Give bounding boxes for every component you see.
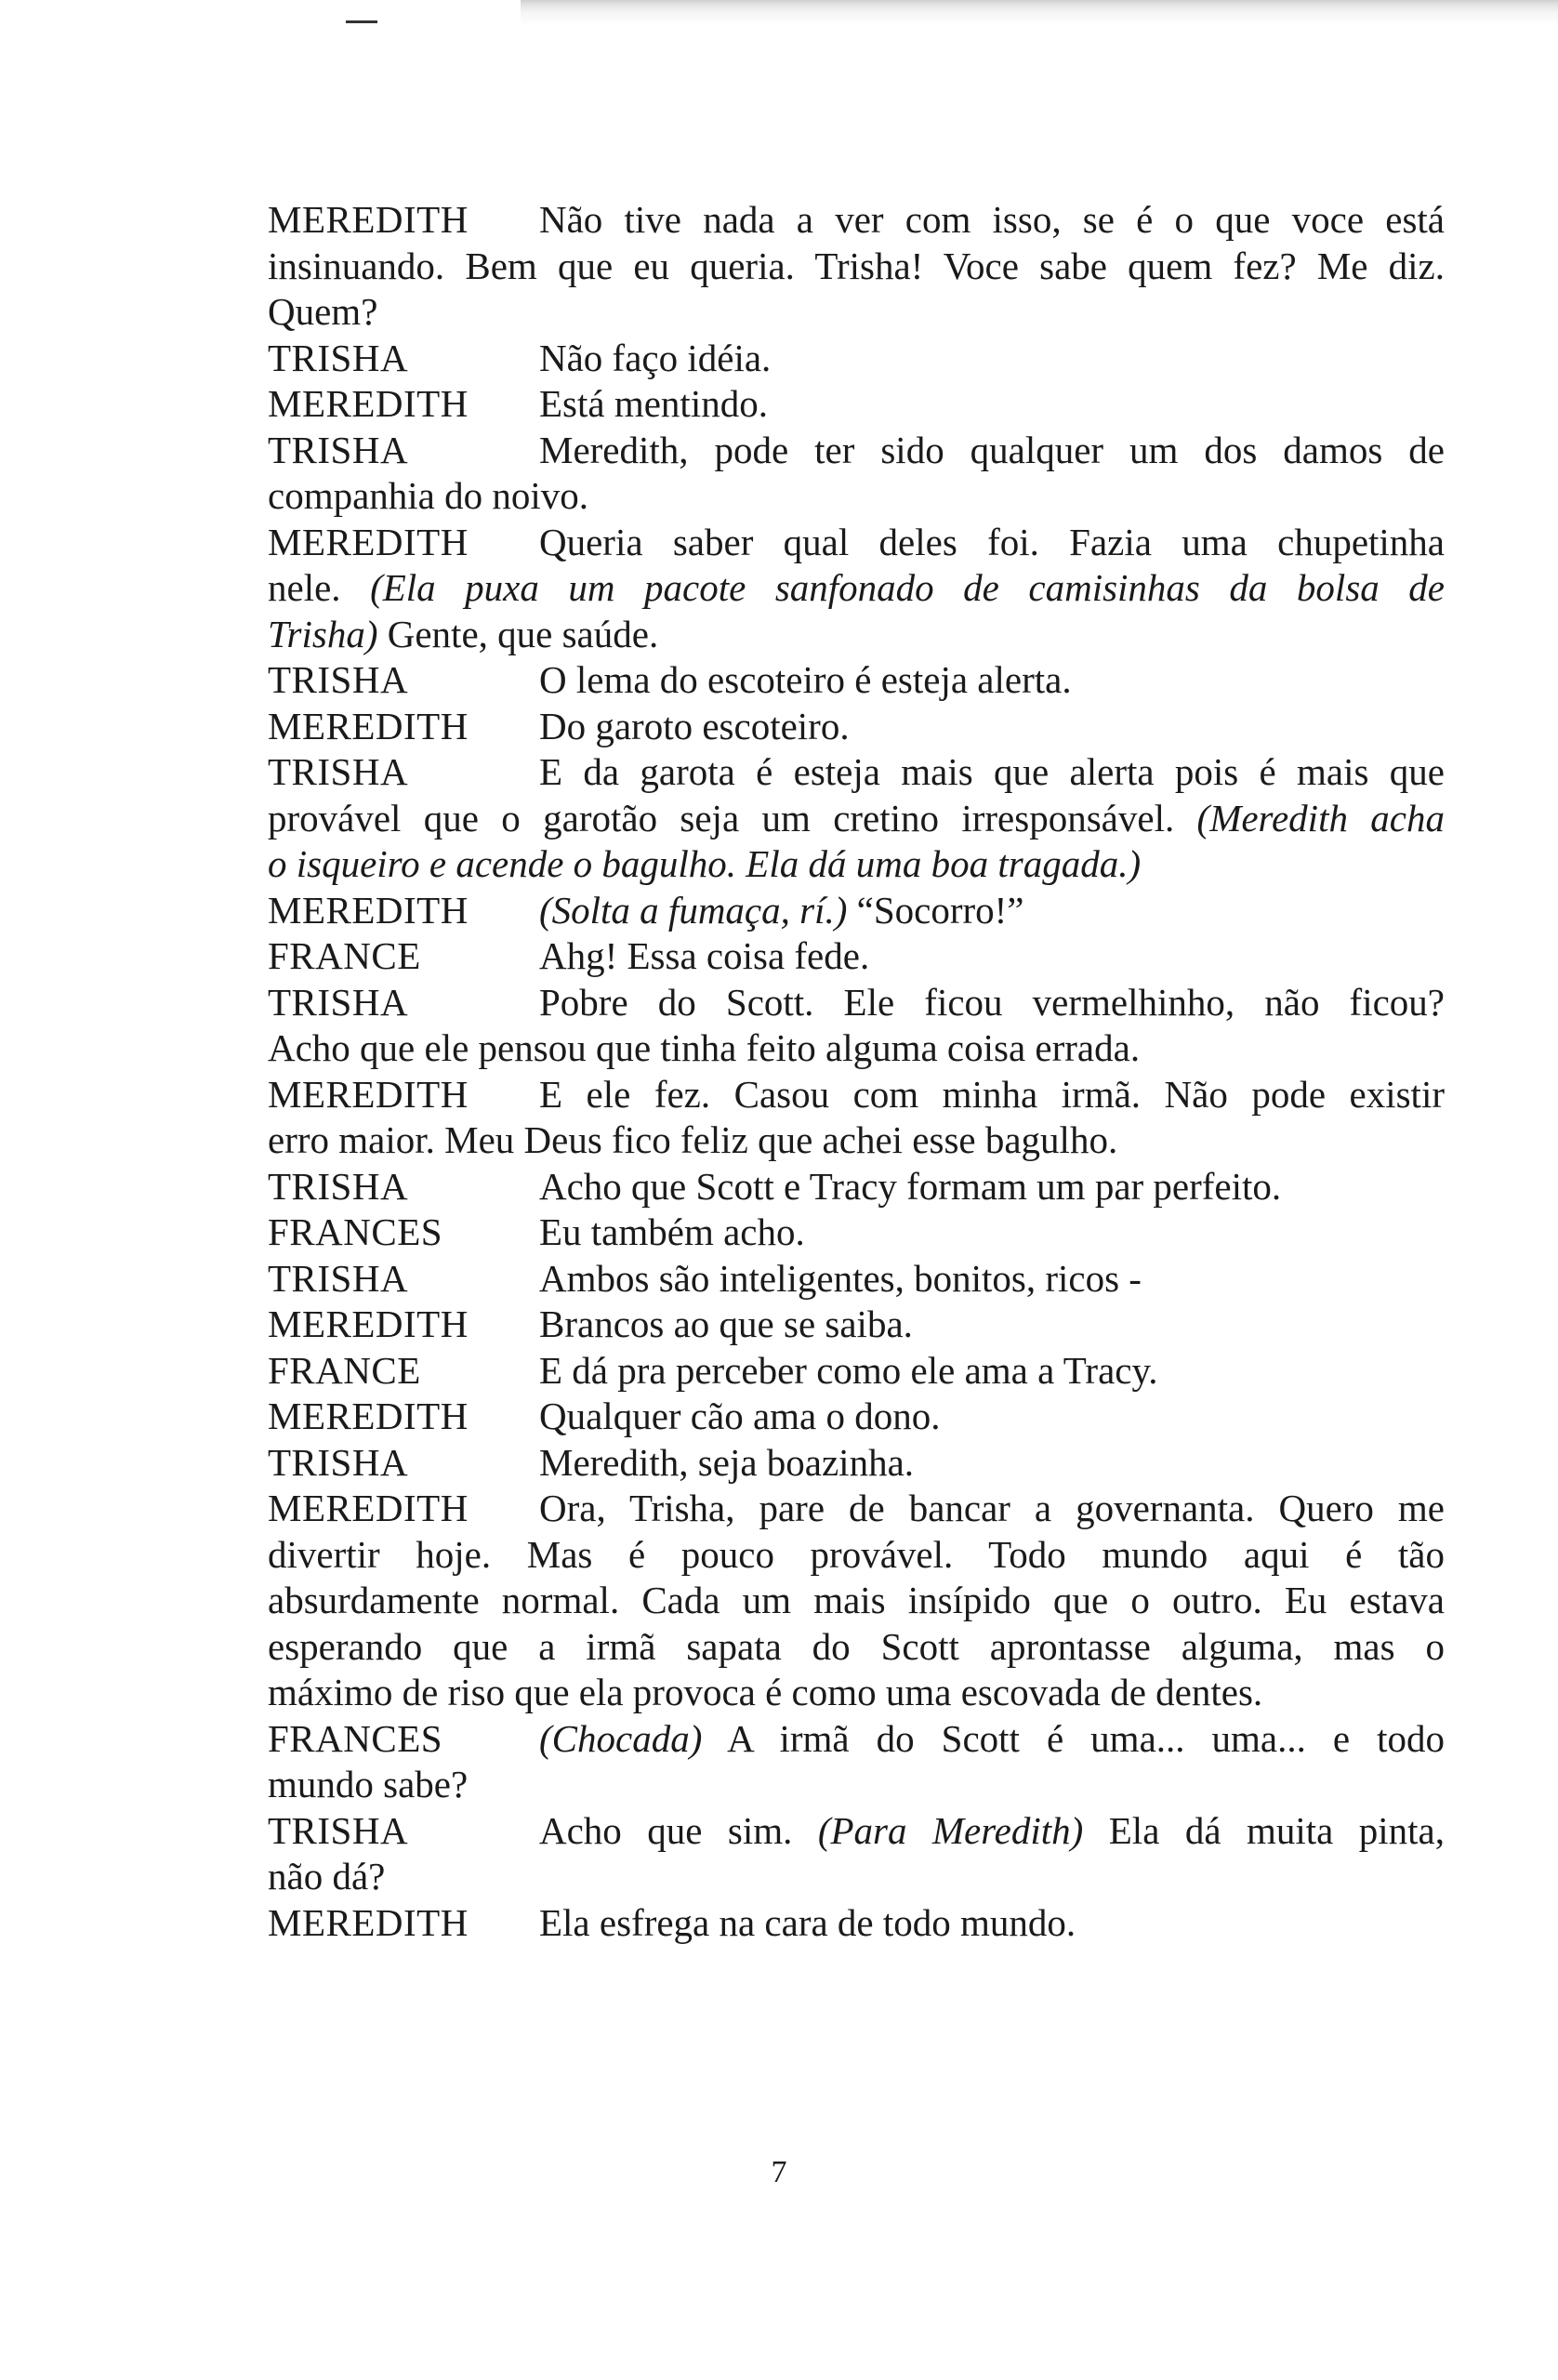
speech-text: Meredith, pode ter sido qualquer um dos damos de xyxy=(539,428,1445,471)
speech-text: Eu também acho. xyxy=(539,1210,805,1253)
dialogue-line xyxy=(268,1072,1445,1118)
dialogue-line xyxy=(268,381,1445,428)
dialogue-continuation xyxy=(268,1762,1445,1808)
speech-text: Ela esfrega na cara de todo mundo. xyxy=(539,1900,1076,1944)
speech-text: absurdamente normal. Cada um mais insípido que o outro. Eu estava xyxy=(268,1579,1445,1621)
speaker-name: MEREDITH xyxy=(268,198,469,241)
dialogue-line xyxy=(268,1256,1445,1302)
speaker-name: MEREDITH xyxy=(268,888,469,932)
dialogue-line xyxy=(268,888,1445,934)
speech-text: erro maior. Meu Deus fico feliz que achei esse bagulho. xyxy=(268,1118,1118,1161)
dialogue-continuation xyxy=(268,1532,1445,1579)
speech-text: Pobre do Scott. Ele ficou vermelhinho, não ficou? xyxy=(539,980,1445,1024)
dialogue-continuation xyxy=(268,1117,1445,1164)
speaker-name: MEREDITH xyxy=(268,1302,469,1345)
speech-text: Brancos ao que se saiba. xyxy=(539,1302,913,1345)
dialogue-line xyxy=(268,197,1445,244)
speech-text: A irmã do Scott é uma... uma... e todo xyxy=(702,1716,1445,1760)
dialogue-continuation xyxy=(268,1670,1445,1716)
dialogue-line xyxy=(268,1486,1445,1532)
speaker-name: TRISHA xyxy=(268,658,409,701)
stage-direction: (Solta a fumaça, rí.) xyxy=(539,888,848,932)
speech-text: nele. xyxy=(268,566,371,609)
dialogue-line xyxy=(268,657,1445,704)
speaker-name: FRANCE xyxy=(268,1348,421,1392)
speech-text: máximo de riso que ela provoca é como uma escovada de dentes. xyxy=(268,1671,1263,1713)
speech-text: Acho que sim. xyxy=(539,1808,818,1852)
speech-text: Não faço idéia. xyxy=(539,336,772,379)
speech-text: Queria saber qual deles foi. Fazia uma chupetinha xyxy=(539,520,1445,563)
speech-text: companhia do noivo. xyxy=(268,474,589,517)
dialogue-line xyxy=(268,704,1445,750)
dialogue-line xyxy=(268,428,1445,474)
speech-text: Está mentindo. xyxy=(539,382,768,425)
speaker-name: FRANCE xyxy=(268,934,421,977)
speech-text: mundo sabe? xyxy=(268,1763,469,1805)
speech-text: E da garota é esteja mais que alerta pois é mais que xyxy=(539,750,1445,793)
speaker-name: TRISHA xyxy=(268,980,409,1024)
scan-mark xyxy=(346,20,377,23)
speaker-name: MEREDITH xyxy=(268,520,469,563)
speaker-name: MEREDITH xyxy=(268,704,469,747)
dialogue-line xyxy=(268,1808,1445,1855)
speech-text: “Socorro!” xyxy=(847,888,1024,932)
dialogue-continuation xyxy=(268,1624,1445,1671)
speech-text: Quem? xyxy=(268,290,378,333)
speaker-name: MEREDITH xyxy=(268,1395,469,1437)
dialogue-continuation xyxy=(268,841,1445,888)
dialogue-line xyxy=(268,1440,1445,1487)
stage-direction: (Meredith acha xyxy=(1196,796,1445,840)
dialogue-line xyxy=(268,980,1445,1026)
speech-text: divertir hoje. Mas é pouco provável. Todo mundo aqui é tão xyxy=(268,1532,1445,1576)
speech-text: O lema do escoteiro é esteja alerta. xyxy=(539,658,1072,701)
dialogue-line xyxy=(268,1302,1445,1348)
speech-text: Não tive nada a ver com isso, se é o que voce está xyxy=(539,198,1445,241)
stage-direction: (Ela puxa um pacote sanfonado de camisinhas da bolsa de xyxy=(370,566,1445,609)
speech-text: Ahg! Essa coisa fede. xyxy=(539,934,870,977)
speaker-name: TRISHA xyxy=(268,1440,409,1484)
dialogue-line xyxy=(268,1394,1445,1440)
speech-text: Ela dá muita pinta, xyxy=(1083,1808,1446,1852)
speaker-name: TRISHA xyxy=(268,336,409,379)
dialogue-continuation xyxy=(268,565,1445,612)
dialogue-continuation xyxy=(268,1578,1445,1624)
scan-top-edge-shadow xyxy=(521,0,1558,37)
speech-text: Gente, que saúde. xyxy=(377,612,659,655)
speaker-name: MEREDITH xyxy=(268,382,469,425)
page-number: 7 xyxy=(771,2155,787,2189)
speaker-name: MEREDITH xyxy=(268,1900,469,1944)
speech-text: Acho que ele pensou que tinha feito alguma coisa errada. xyxy=(268,1026,1141,1069)
dialogue-continuation xyxy=(268,244,1445,290)
speech-text: provável que o garotão seja um cretino irresponsável. xyxy=(268,796,1197,840)
stage-direction: (Chocada) xyxy=(539,1716,703,1760)
dialogue-line xyxy=(268,1348,1445,1395)
dialogue-line xyxy=(268,1900,1445,1947)
speech-text: E dá pra perceber como ele ama a Tracy. xyxy=(539,1348,1158,1392)
dialogue-line xyxy=(268,1164,1445,1210)
script-page-body xyxy=(268,197,1445,1946)
speech-text: E ele fez. Casou com minha irmã. Não pode existir xyxy=(539,1072,1445,1116)
speech-text: não dá? xyxy=(268,1855,386,1897)
speaker-name: MEREDITH xyxy=(268,1487,469,1529)
speech-text: Acho que Scott e Tracy formam um par perfeito. xyxy=(539,1164,1282,1208)
dialogue-line xyxy=(268,749,1445,796)
dialogue-line xyxy=(268,933,1445,980)
stage-direction: Trisha) xyxy=(268,612,378,655)
dialogue-line xyxy=(268,336,1445,382)
speaker-name: TRISHA xyxy=(268,428,409,471)
speech-text: Ambos são inteligentes, bonitos, ricos - xyxy=(539,1256,1142,1300)
dialogue-line xyxy=(268,1210,1445,1256)
dialogue-continuation xyxy=(268,473,1445,520)
speech-text: Qualquer cão ama o dono. xyxy=(539,1395,941,1437)
speech-text: Ora, Trisha, pare de bancar a governanta. Quero me xyxy=(539,1487,1445,1529)
dialogue-continuation xyxy=(268,612,1445,658)
stage-direction: o isqueiro e acende o bagulho. Ela dá uma boa tragada.) xyxy=(268,842,1142,885)
speaker-name: TRISHA xyxy=(268,1808,409,1852)
dialogue-line xyxy=(268,520,1445,566)
speech-text: esperando que a irmã sapata do Scott aprontasse alguma, mas o xyxy=(268,1624,1445,1668)
dialogue-continuation xyxy=(268,1025,1445,1072)
speaker-name: FRANCES xyxy=(268,1716,443,1760)
speech-text: insinuando. Bem que eu queria. Trisha! Voce sabe quem fez? Me diz. xyxy=(268,244,1445,287)
dialogue-continuation xyxy=(268,289,1445,336)
stage-direction: (Para Meredith) xyxy=(817,1808,1084,1852)
speaker-name: TRISHA xyxy=(268,750,409,793)
speech-text: Meredith, seja boazinha. xyxy=(539,1440,915,1484)
speaker-name: TRISHA xyxy=(268,1256,409,1300)
speaker-name: FRANCES xyxy=(268,1210,443,1253)
dialogue-continuation xyxy=(268,796,1445,842)
dialogue-continuation xyxy=(268,1854,1445,1900)
dialogue-line xyxy=(268,1716,1445,1763)
speaker-name: MEREDITH xyxy=(268,1072,469,1116)
speech-text: Do garoto escoteiro. xyxy=(539,704,850,747)
speaker-name: TRISHA xyxy=(268,1164,409,1208)
